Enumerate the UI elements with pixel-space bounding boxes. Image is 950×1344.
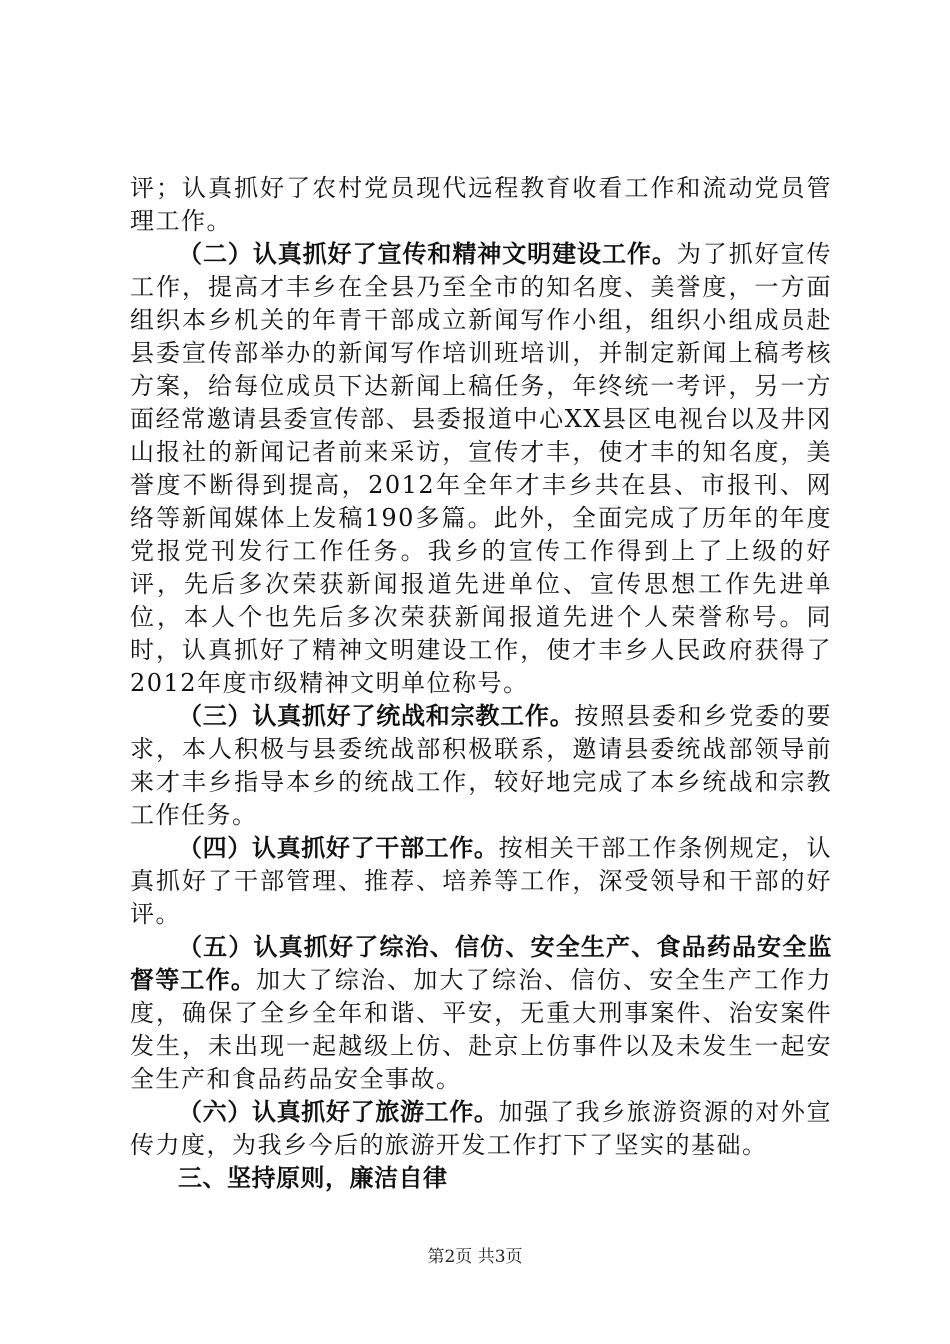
- paragraph-text: 按相关干部工作条例规定，认真抓好了干部管理、推荐、培养等工作，深受领导和干部的好评。: [130, 834, 833, 928]
- paragraph-text: 加强了我乡旅游资源的对外宣传力度，为我乡今后的旅游开发工作打下了坚实的基础。: [130, 1098, 833, 1159]
- paragraph-united-front: [130, 700, 832, 832]
- paragraph-cadre: [130, 832, 832, 931]
- paragraph-lead: （三）认真抓好了统战和宗教工作。: [178, 702, 575, 730]
- paragraph-lead: （六）认真抓好了旅游工作。: [178, 1098, 499, 1126]
- paragraph-lead: （四）认真抓好了干部工作。: [178, 834, 499, 862]
- paragraph-security: [130, 931, 832, 1096]
- paragraph-lead: （二）认真抓好了宣传和精神文明建设工作。: [178, 240, 677, 268]
- paragraph-continuation: [130, 172, 832, 238]
- paragraph-text: 按照县委和乡党委的要求，本人积极与县委统战部积极联系，邀请县委统战部领导前来才丰乡指导本乡的统战工作，较好地完成了本乡统战和宗教工作任务。: [130, 702, 833, 829]
- paragraph-text: 加大了综治、加大了综治、信仿、安全生产工作力度，确保了全乡全年和谐、平安，无重大刑事案件、治安案件发生，未出现一起越级上仿、赴京上仿事件以及未发生一起安全生产和食品药品安全事故。: [130, 966, 833, 1093]
- section-heading: [130, 1162, 832, 1195]
- paragraph-tourism: [130, 1096, 832, 1162]
- section-heading-text: 三、坚持原则，廉洁自律: [178, 1164, 448, 1192]
- page-number: 第2页 共3页: [427, 1247, 523, 1267]
- page-footer: [0, 1242, 950, 1267]
- paragraph-text: 为了抓好宣传工作，提高才丰乡在全县乃至全市的知名度、美誉度，一方面组织本乡机关的年青干部成立新闻写作小组，组织小组成员赴县委宣传部举办的新闻写作培训班培训，并制定新闻上稿考核方案，给每位成员下达新闻上稿任务，年终统一考评，另一方面经常邀请县委宣传部、县委报道中心XX县区电视台以及井冈山报社的新闻记者前来采访，宣传才丰，使才丰的知名度，美誉度不断得到提高，2012年全年才丰乡共在县、市报刊、网络等新闻媒体上发稿190多篇。此外，全面完成了历年的年度党报党刊发行工作任务。我乡的宣传工作得到上了上级的好评，先后多次荣获新闻报道先进单位、宣传思想工作先进单位，本人个也先后多次荣获新闻报道先进个人荣誉称号。同时，认真抓好了精神文明建设工作，使才丰乡人民政府获得了2012年度市级精神文明单位称号。: [130, 240, 833, 697]
- document-body: [130, 172, 832, 1195]
- paragraph-text: 评；认真抓好了农村党员现代远程教育收看工作和流动党员管理工作。: [130, 174, 832, 235]
- paragraph-propaganda: [130, 238, 832, 700]
- paragraph-lead: （五）认真抓好了综治、信仿、安全生产、食品药品安全监督等工作。: [130, 933, 832, 994]
